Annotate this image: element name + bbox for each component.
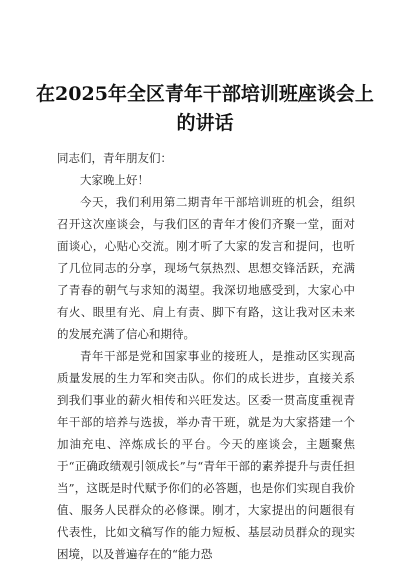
body-paragraph: 今天，我们利用第二期青年干部培训班的机会，组织召开这次座谈会，与我们区的青年才俊们齐聚一堂，面对面谈心，心贴心交流。刚才听了大家的发言和提问，也听了几位同志的分享，现场气氛热烈、思想交锋活跃，充满了青春的朝气与求知的渴望。我深切地感受到，大家心中有火、眼里有光、肩上有责、脚下有路，这让我对区未来的发展充满了信心和期待。: [57, 195, 355, 341]
body-paragraph: 青年干部是党和国家事业的接班人，是推动区实现高质量发展的生力军和突击队。你们的成长进步，直接关系到我们事业的薪火相传和兴旺发达。区委一贯高度重视青年干部的培养与选拔，举办青干班，就是为大家搭建一个加油充电、淬炼成长的平台。今天的座谈会，主题聚焦于“正确政绩观引领成长”与“青年干部的素养提升与责任担当”，这既是时代赋予你们的必答题，也是你们实现自我价值、服务人民群众的必修课。刚才，大家提出的问题很有代表性，比如文稿写作的能力短板、基层动员群众的现实困境，以及普遍存在的“能力恐: [57, 349, 355, 561]
document-title: 在2025年全区青年干部培训班座谈会上的讲话: [36, 83, 374, 134]
greeting: 大家晚上好！: [80, 173, 149, 187]
salutation: 同志们，青年朋友们：: [57, 151, 172, 165]
document-body: [57, 147, 355, 565]
